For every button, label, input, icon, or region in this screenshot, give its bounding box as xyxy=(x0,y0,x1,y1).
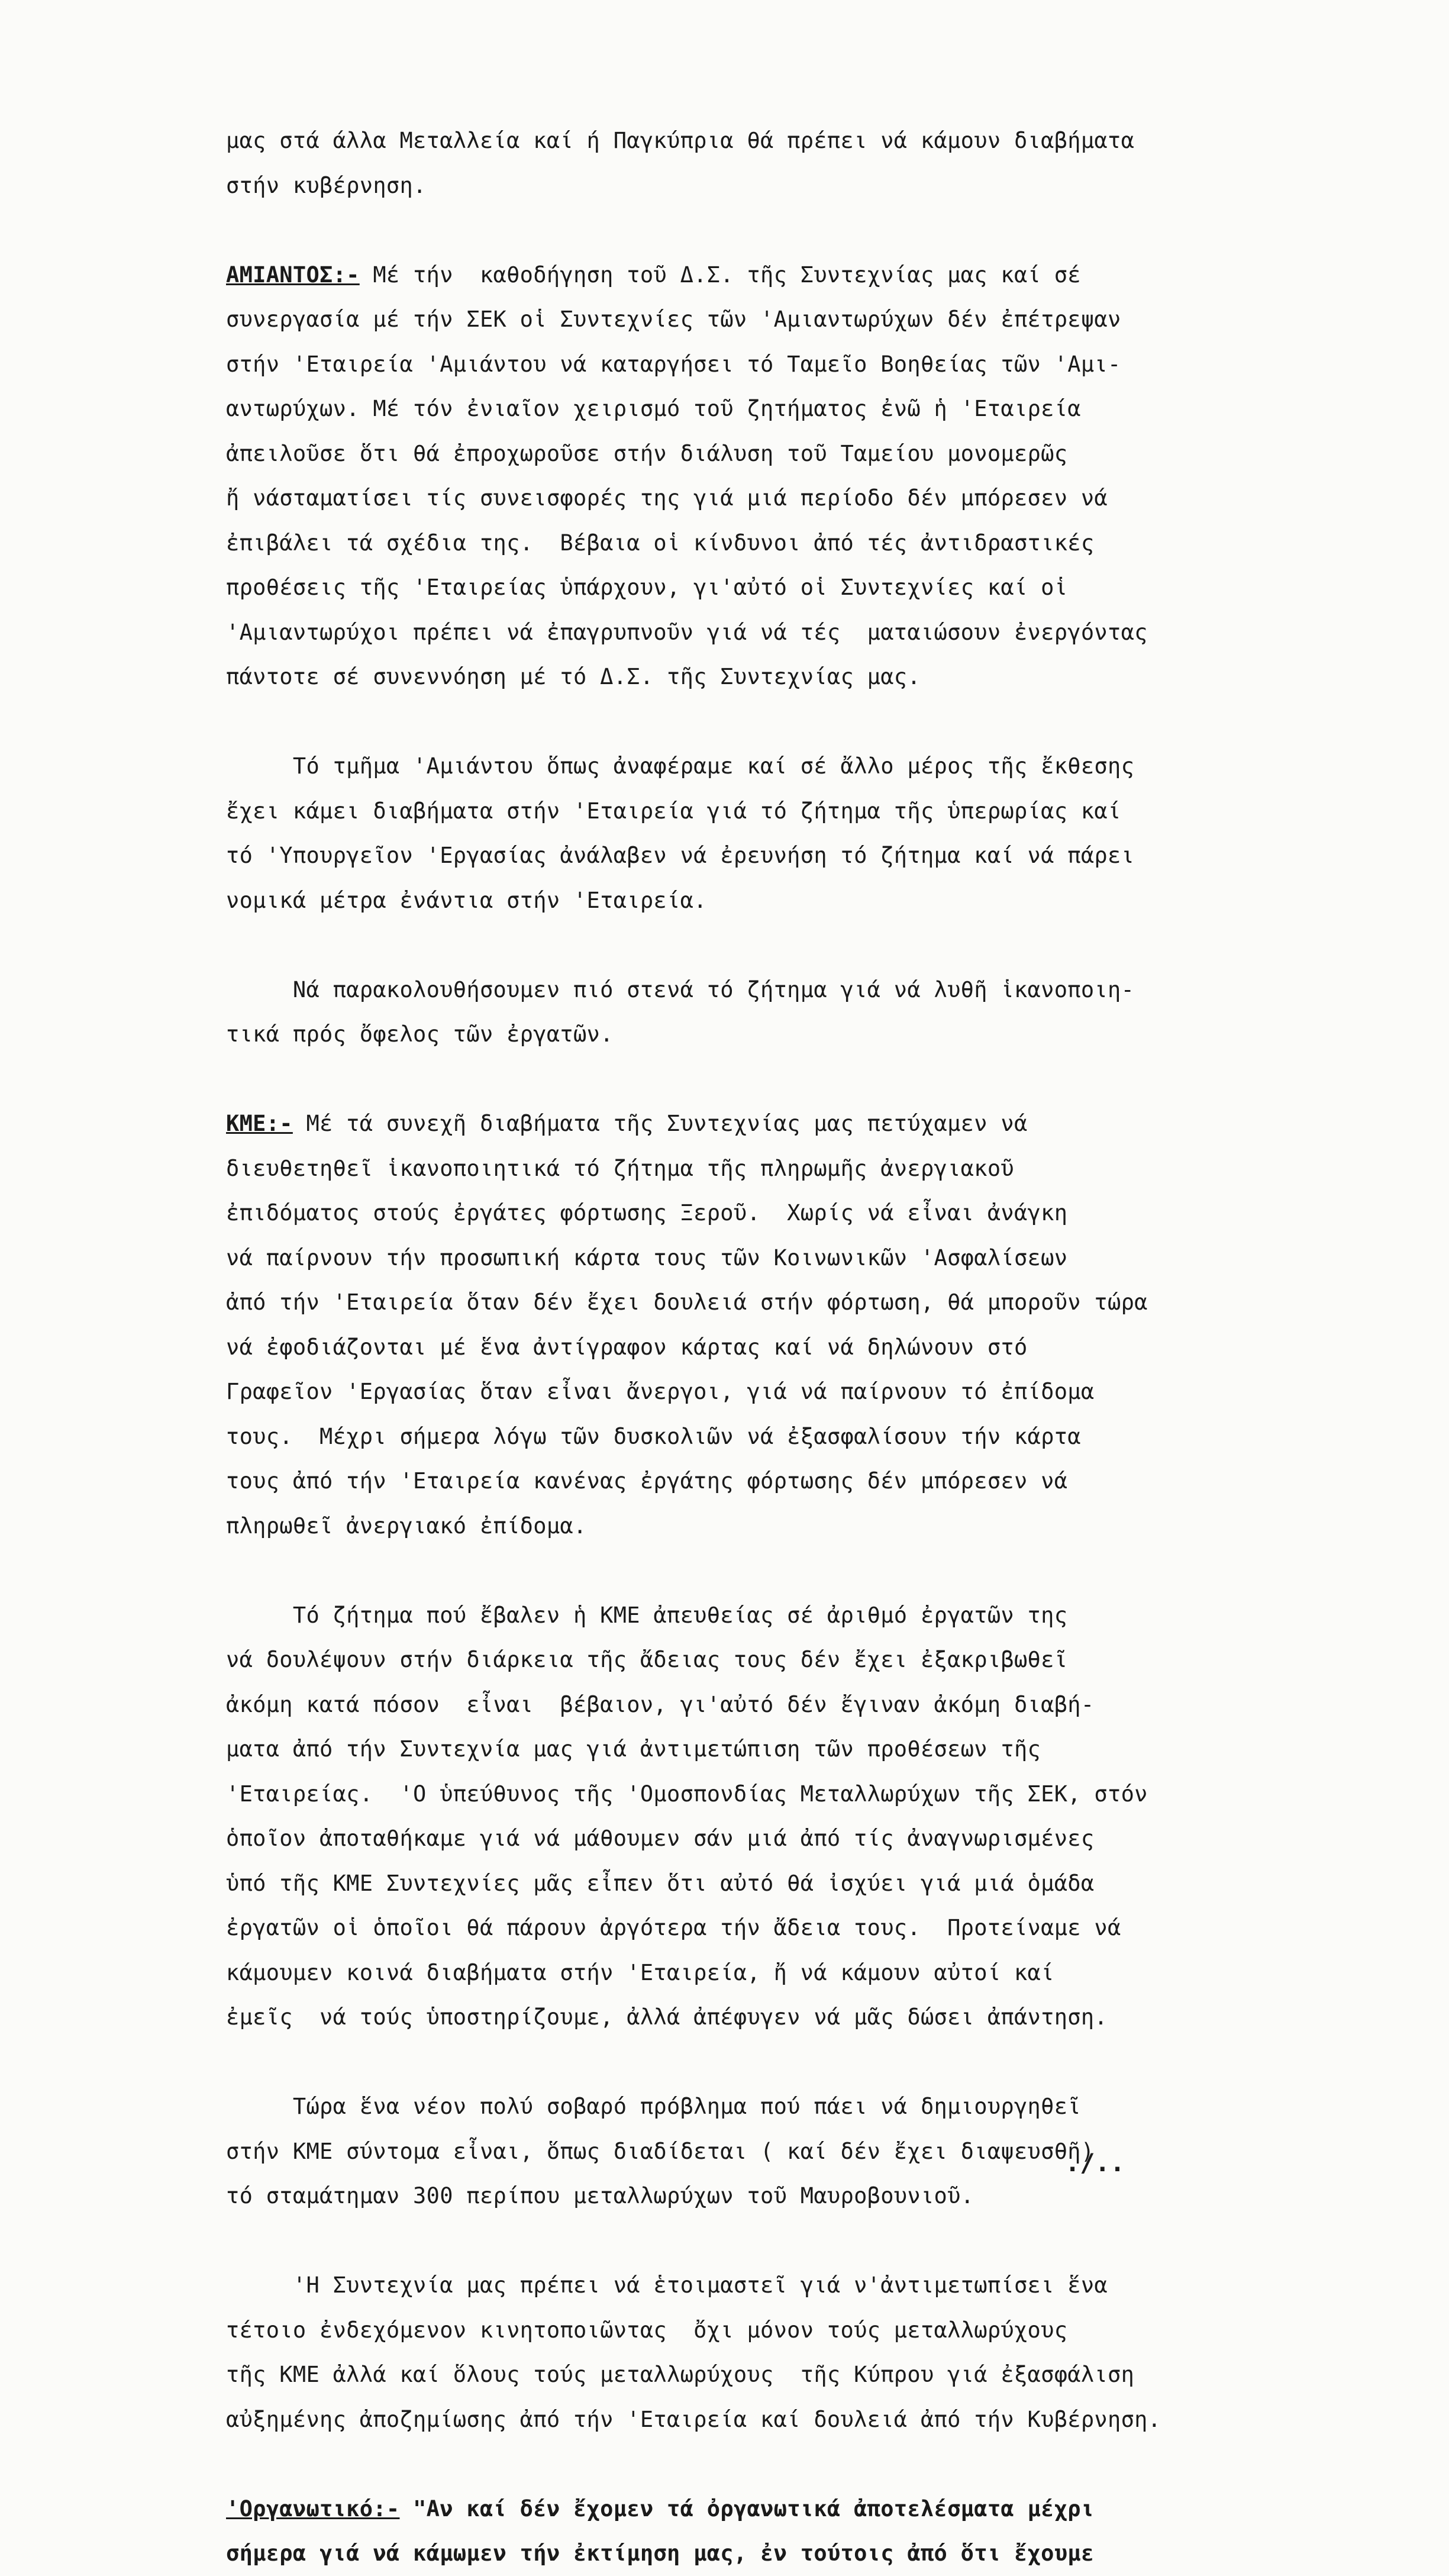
text-line xyxy=(226,1325,1315,1370)
line-text: ματα ἀπό τήν Συντεχνία μας γιά ἀντιμετώπιση τῶν προθέσεων τῆς xyxy=(226,1736,1041,1762)
text-line xyxy=(226,1727,1315,1772)
text-line xyxy=(226,1995,1315,2040)
line-text: Τό τμῆμα 'Αμιάντου ὅπως ἀναφέραμε καί σέ ἄλλο μέρος τῆς ἔκθεσης xyxy=(226,753,1135,779)
line-text: τό σταμάτημαν 300 περίπου μεταλλωρύχων τοῦ Μαυροβουνιοῦ. xyxy=(226,2183,974,2209)
line-text: ἤ νάσταματίσει τίς συνεισφορές της γιά μιά περίοδο δέν μπόρεσεν νά xyxy=(226,485,1108,511)
line-text: νά δουλέψουν στήν διάρκεια τῆς ἄδειας τους δέν ἔχει ἐξακριβωθεῖ xyxy=(226,1647,1068,1672)
text-line xyxy=(226,342,1315,387)
line-text: νομικά μέτρα ἐνάντια στήν 'Εταιρεία. xyxy=(226,887,707,913)
text-line xyxy=(226,878,1315,923)
document-body xyxy=(226,118,1315,2576)
line-text: τους ἀπό τήν 'Εταιρεία κανένας ἐργάτης φόρτωσης δέν μπόρεσεν νά xyxy=(226,1468,1068,1494)
text-line xyxy=(226,1191,1315,1236)
text-line xyxy=(226,2352,1315,2397)
line-text: 'Αμιαντωρύχοι πρέπει νά ἐπαγρυπνοῦν γιά νά τές ματαιώσουν ἐνεργόντας xyxy=(226,619,1148,645)
line-text: τό 'Υπουργεῖον 'Εργασίας ἀνάλαβεν νά ἐρευνήση τό ζήτημα καί νά πάρει xyxy=(226,843,1135,868)
line-text: Νά παρακολουθήσουμεν πιό στενά τό ζήτημα γιά νά λυθῆ ἱκανοποιη- xyxy=(226,976,1135,1002)
line-text: Τό ζήτημα πού ἔβαλεν ἡ ΚΜΕ ἀπευθείας σέ ἀριθμό ἐργατῶν της xyxy=(226,1602,1068,1628)
section-heading: ΑΜΙΑΝΤΟΣ:- xyxy=(226,262,360,288)
line-text: "Αν καί δέν ἔχομεν τά ὀργανωτικά ἀποτελέσματα μέχρι xyxy=(399,2496,1095,2522)
line-text: στήν κυβέρνηση. xyxy=(226,172,427,198)
line-text: τέτοιο ἐνδεχόμενον κινητοποιῶντας ὄχι μόνον τούς μεταλλωρύχους xyxy=(226,2317,1068,2343)
line-text: ἀπό τήν 'Εταιρεία ὅταν δέν ἔχει δουλειά στήν φόρτωση, θά μποροῦν τώρα xyxy=(226,1289,1148,1315)
line-text: στήν 'Εταιρεία 'Αμιάντου νά καταργήσει τό Ταμεῖο Βοηθείας τῶν 'Αμι- xyxy=(226,351,1121,377)
line-text: νά παίρνουν τήν προσωπική κάρτα τους τῶν Κοινωνικῶν 'Ασφαλίσεων xyxy=(226,1245,1068,1271)
line-text: ἀπειλοῦσε ὅτι θά ἐπροχωροῦσε στήν διάλυση τοῦ Ταμείου μονομερῶς xyxy=(226,440,1068,466)
line-text: κάμουμεν κοινά διαβήματα στήν 'Εταιρεία, ἤ νά κάμουν αὐτοί καί xyxy=(226,1959,1054,1985)
line-text: στήν ΚΜΕ σύντομα εἶναι, ὅπως διαδίδεται ( καί δέν ἔχει διαψευσθῆ) xyxy=(226,2138,1095,2164)
continuation-mark: ./.. xyxy=(1065,2148,1125,2177)
text-line xyxy=(226,2174,1315,2219)
text-line xyxy=(226,297,1315,342)
text-line xyxy=(226,253,1315,298)
text-line xyxy=(226,431,1315,476)
line-text: ἐπιβάλει τά σχέδια της. Βέβαια οἱ κίνδυνοι ἀπό τές ἀντιδραστικές xyxy=(226,530,1095,556)
text-line xyxy=(226,2442,1315,2487)
line-text: Μέ τά συνεχῆ διαβήματα τῆς Συντεχνίας μας πετύχαμεν νά xyxy=(292,1111,1028,1136)
text-line xyxy=(226,655,1315,699)
text-line xyxy=(226,699,1315,744)
line-text: ἐμεῖς νά τούς ὑποστηρίζουμε, ἀλλά ἀπέφυγεν νά μᾶς δώσει ἀπάντηση. xyxy=(226,2004,1108,2030)
text-line xyxy=(226,1637,1315,1682)
text-line xyxy=(226,1414,1315,1459)
line-text: Γραφεῖον 'Εργασίας ὅταν εἶναι ἄνεργοι, γιά νά παίρνουν τό ἐπίδομα xyxy=(226,1379,1095,1404)
text-line xyxy=(226,1236,1315,1281)
text-line xyxy=(226,118,1315,163)
section-heading: 'Οργανωτικό:- xyxy=(226,2496,400,2522)
text-line xyxy=(226,923,1315,968)
text-line xyxy=(226,1772,1315,1817)
line-text: ἔχει κάμει διαβήματα στήν 'Εταιρεία γιά τό ζήτημα τῆς ὑπερωρίας καί xyxy=(226,798,1121,824)
text-line xyxy=(226,1593,1315,1638)
text-line xyxy=(226,1504,1315,1549)
line-text: 'Η Συντεχνία μας πρέπει νά ἑτοιμαστεῖ γιά ν'ἀντιμετωπίσει ἕνα xyxy=(226,2272,1108,2298)
text-line xyxy=(226,208,1315,253)
text-line xyxy=(226,968,1315,1013)
line-text: Μέ τήν καθοδήγηση τοῦ Δ.Σ. τῆς Συντεχνίας μας καί σέ xyxy=(359,262,1081,288)
text-line xyxy=(226,1682,1315,1727)
line-text: αὐξημένης ἀποζημίωσης ἀπό τήν 'Εταιρεία καί δουλειά ἀπό τήν Κυβέρνηση. xyxy=(226,2406,1161,2432)
text-line xyxy=(226,2308,1315,2353)
text-line xyxy=(226,610,1315,655)
line-text: ἐργατῶν οἱ ὁποῖοι θά πάρουν ἀργότερα τήν ἄδεια τους. Προτείναμε νά xyxy=(226,1915,1121,1940)
line-text: σήμερα γιά νά κάμωμεν τήν ἐκτίμηση μας, ἐν τούτοις ἀπό ὅτι ἔχουμε xyxy=(226,2540,1095,2566)
text-line xyxy=(226,163,1315,208)
line-text: ὁποῖον ἀποταθήκαμε γιά νά μάθουμεν σάν μιά ἀπό τίς ἀναγνωρισμένες xyxy=(226,1826,1095,1851)
text-line xyxy=(226,2129,1315,2174)
line-text: τῆς ΚΜΕ ἀλλά καί ὅλους τούς μεταλλωρύχους τῆς Κύπρου γιά ἐξασφάλιση xyxy=(226,2362,1135,2387)
text-line xyxy=(226,1459,1315,1504)
text-line xyxy=(226,1861,1315,1906)
text-line xyxy=(226,1548,1315,1593)
text-line xyxy=(226,1012,1315,1057)
text-line xyxy=(226,1101,1315,1146)
line-text: ἐπιδόματος στούς ἐργάτες φόρτωσης Ξεροῦ. Χωρίς νά εἶναι ἀνάγκη xyxy=(226,1200,1068,1226)
text-line xyxy=(226,1280,1315,1325)
text-line xyxy=(226,1057,1315,1102)
line-text: ὑπό τῆς ΚΜΕ Συντεχνίες μᾶς εἶπεν ὅτι αὐτό θά ἰσχύει γιά μιά ὁμάδα xyxy=(226,1870,1095,1896)
text-line xyxy=(226,565,1315,610)
line-text: τικά πρός ὄφελος τῶν ἐργατῶν. xyxy=(226,1021,614,1047)
text-line xyxy=(226,1816,1315,1861)
text-line xyxy=(226,789,1315,834)
line-text: ἀκόμη κατά πόσον εἶναι βέβαιον, γι'αὐτό δέν ἔγιναν ἀκόμη διαβή- xyxy=(226,1691,1095,1717)
text-line xyxy=(226,476,1315,521)
text-line xyxy=(226,2263,1315,2308)
text-line xyxy=(226,521,1315,566)
text-line xyxy=(226,833,1315,878)
line-text: αντωρύχων. Μέ τόν ἐνιαῖον χειρισμό τοῦ ζητήματος ἐνῶ ἡ 'Εταιρεία xyxy=(226,396,1081,421)
line-text: διευθετηθεῖ ἱκανοποιητικά τό ζήτημα τῆς πληρωμῆς ἀνεργιακοῦ xyxy=(226,1155,1014,1181)
text-line xyxy=(226,2040,1315,2085)
line-text: Τώρα ἕνα νέον πολύ σοβαρό πρόβλημα πού πάει νά δημιουργηθεῖ xyxy=(226,2094,1081,2119)
text-line xyxy=(226,1146,1315,1191)
text-line xyxy=(226,386,1315,431)
text-line xyxy=(226,2531,1315,2576)
text-line xyxy=(226,1950,1315,1995)
line-text: 'Εταιρείας. 'Ο ὑπεύθυνος τῆς 'Ομοσπονδίας Μεταλλωρύχων τῆς ΣΕΚ, στόν xyxy=(226,1781,1148,1807)
line-text: πληρωθεῖ ἀνεργιακό ἐπίδομα. xyxy=(226,1513,587,1539)
line-text: προθέσεις τῆς 'Εταιρείας ὑπάρχουν, γι'αὐτό οἱ Συντεχνίες καί οἱ xyxy=(226,575,1068,600)
text-line xyxy=(226,744,1315,789)
text-line xyxy=(226,2219,1315,2264)
line-text: μας στά άλλα Μεταλλεία καί ή Παγκύπρια θά πρέπει νά κάμουν διαβήματα xyxy=(226,128,1135,153)
line-text: τους. Μέχρι σήμερα λόγω τῶν δυσκολιῶν νά ἐξασφαλίσουν τήν κάρτα xyxy=(226,1423,1081,1449)
text-line xyxy=(226,1906,1315,1950)
text-line xyxy=(226,2487,1315,2532)
line-text: πάντοτε σέ συνεννόηση μέ τό Δ.Σ. τῆς Συντεχνίας μας. xyxy=(226,664,921,689)
line-text: νά ἐφοδιάζονται μέ ἕνα ἀντίγραφον κάρτας καί νά δηλώνουν στό xyxy=(226,1334,1028,1360)
section-heading: ΚΜΕ:- xyxy=(226,1111,293,1136)
text-line xyxy=(226,2084,1315,2129)
text-line xyxy=(226,1369,1315,1414)
line-text: συνεργασία μέ τήν ΣΕΚ οἱ Συντεχνίες τῶν 'Αμιαντωρύχων δέν ἐπέτρεψαν xyxy=(226,307,1121,332)
text-line xyxy=(226,2397,1315,2442)
